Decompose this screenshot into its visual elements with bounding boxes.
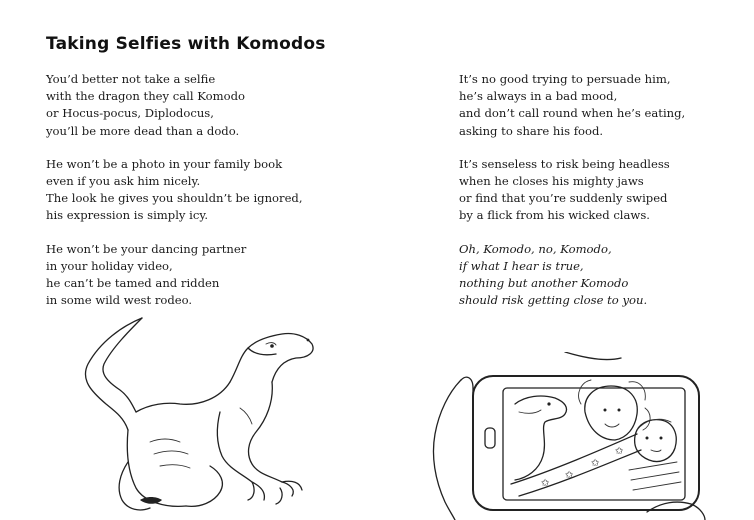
star-icon: ✩ — [591, 458, 600, 469]
komodo-dragon-illustration — [70, 312, 320, 520]
verse-line: It’s no good trying to persuade him, — [459, 72, 671, 86]
star-icon: ✩ — [541, 478, 550, 489]
verse-line: you’ll be more dead than a dodo. — [46, 123, 240, 138]
verse-line: asking to share his food. — [459, 123, 604, 138]
verse-line: It’s senseless to risk being headless — [459, 156, 670, 171]
verse-line: with the dragon they call Komodo — [46, 89, 245, 104]
verse-line: The look he gives you shouldn’t be ignored, — [46, 191, 303, 206]
verse-line: in your holiday video, — [46, 258, 173, 273]
verse-line: he’s always in a bad mood, — [459, 89, 618, 104]
left-column — [46, 71, 366, 325]
selfie-phone-illustration — [415, 352, 754, 520]
stanza-3 — [46, 241, 366, 310]
right-column — [459, 71, 754, 325]
verse-line: and don’t call round when he’s eating, — [459, 106, 686, 121]
verse-line: his expression is simply icy. — [46, 208, 209, 223]
stanza-2 — [46, 156, 366, 225]
verse-line: by a flick from his wicked claws. — [459, 208, 650, 223]
stanza-6 — [459, 241, 754, 310]
poem-title: Taking Selfies with Komodos — [46, 34, 326, 54]
stanza-1 — [46, 71, 366, 140]
verse-line: Oh, Komodo, no, Komodo, — [459, 241, 612, 256]
star-icon: ✩ — [615, 446, 624, 457]
verse-line: when he closes his mighty jaws — [459, 174, 644, 189]
stanza-4 — [459, 71, 754, 140]
verse-line: He won’t be a photo in your family book — [46, 156, 283, 171]
verse-line: nothing but another Komodo — [459, 276, 629, 291]
star-icon: ✩ — [565, 470, 574, 481]
verse-line: he can’t be tamed and ridden — [46, 276, 220, 291]
verse-line: even if you ask him nicely. — [46, 174, 201, 189]
stanza-5 — [459, 156, 754, 225]
verse-line: or find that you’re suddenly swiped — [459, 191, 668, 206]
verse-line: You’d better not take a selfie — [46, 72, 216, 86]
verse-line: if what I hear is true, — [459, 258, 584, 273]
verse-line: should risk getting close to you. — [459, 293, 648, 308]
verse-line: in some wild west rodeo. — [46, 293, 193, 308]
verse-line: or Hocus-pocus, Diplodocus, — [46, 106, 214, 121]
verse-line: He won’t be your dancing partner — [46, 241, 247, 256]
